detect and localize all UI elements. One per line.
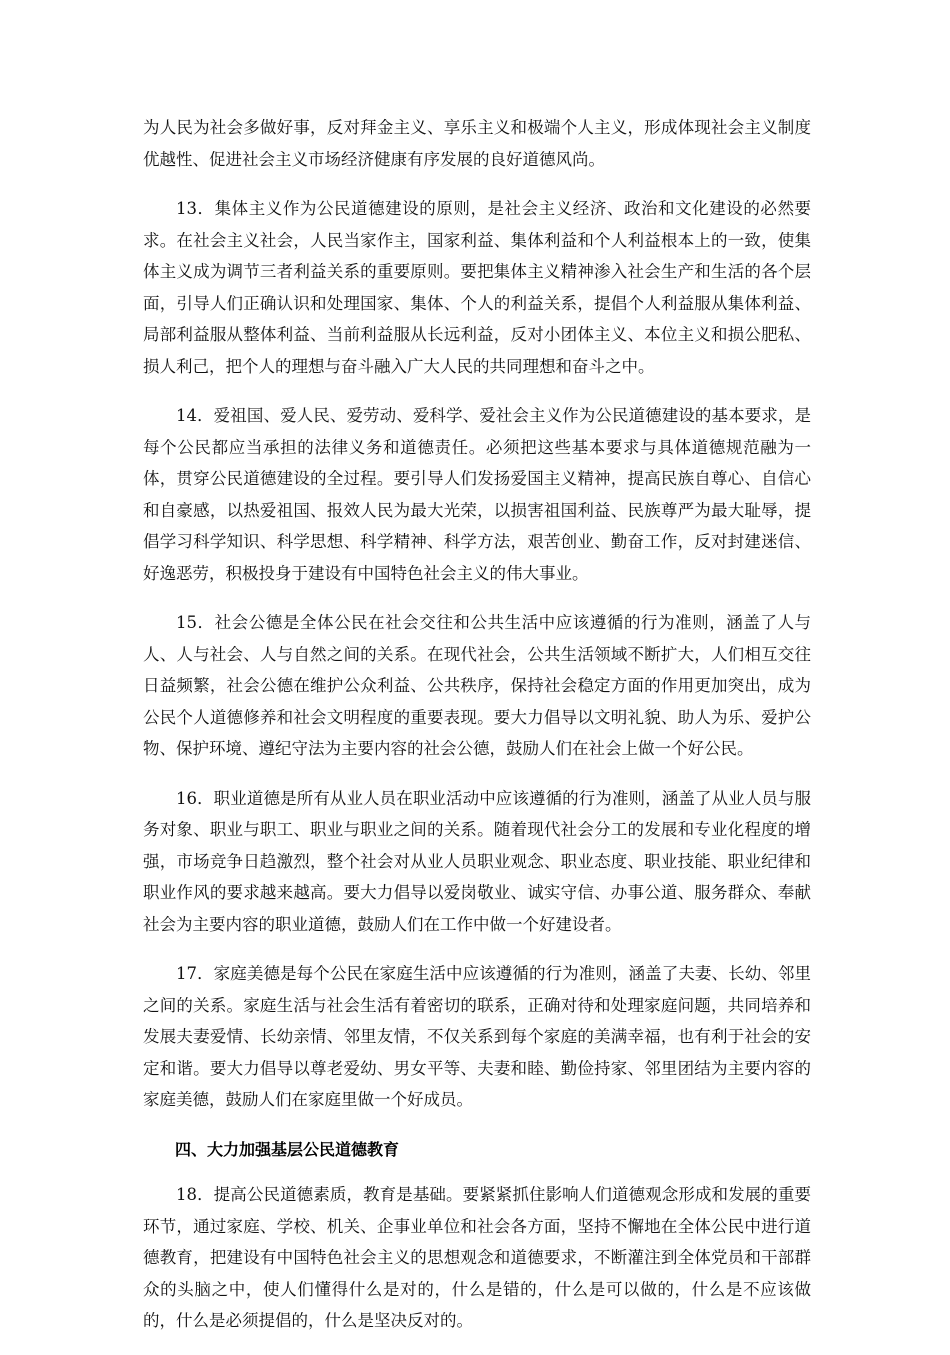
paragraph-17: 17．家庭美德是每个公民在家庭生活中应该遵循的行为准则，涵盖了夫妻、长幼、邻里之间的关系。家庭生活与社会生活有着密切的联系，正确对待和处理家庭问题，共同培养和发展夫妻爱情、长幼亲情、邻里友情，不仅关系到每个家庭的美满幸福，也有利于社会的安定和谐。要大力倡导以尊老爱幼、男女平等、夫妻和睦、勤俭持家、邻里团结为主要内容的家庭美德，鼓励人们在家庭里做一个好成员。 xyxy=(143,964,811,1109)
paragraph-13: 13．集体主义作为公民道德建设的原则，是社会主义经济、政治和文化建设的必然要求。在社会主义社会，人民当家作主，国家利益、集体利益和个人利益根本上的一致，使集体主义成为调节三者利益关系的重要原则。要把集体主义精神渗入社会生产和生活的各个层面，引导人们正确认识和处理国家、集体、个人的利益关系，提倡个人利益服从集体利益、局部利益服从整体利益、当前利益服从长远利益，反对小团体主义、本位主义和损公肥私、损人利己，把个人的理想与奋斗融入广大人民的共同理想和奋斗之中。 xyxy=(143,199,811,376)
paragraph-14: 14．爱祖国、爱人民、爱劳动、爱科学、爱社会主义作为公民道德建设的基本要求，是每个公民都应当承担的法律义务和道德责任。必须把这些基本要求与具体道德规范融为一体，贯穿公民道德建设的全过程。要引导人们发扬爱国主义精神，提高民族自尊心、自信心和自豪感，以热爱祖国、报效人民为最大光荣，以损害祖国利益、民族尊严为最大耻辱，提倡学习科学知识、科学思想、科学精神、科学方法，艰苦创业、勤奋工作，反对封建迷信、好逸恶劳，积极投身于建设有中国特色社会主义的伟大事业。 xyxy=(143,406,811,583)
paragraph-18: 18．提高公民道德素质，教育是基础。要紧紧抓住影响人们道德观念形成和发展的重要环节，通过家庭、学校、机关、企事业单位和社会各方面，坚持不懈地在全体公民中进行道德教育，把建设有中国特色社会主义的思想观念和道德要求，不断灌注到全体党员和干部群众的头脑之中，使人们懂得什么是对的，什么是错的，什么是可以做的，什么是不应该做的，什么是必须提倡的，什么是坚决反对的。 xyxy=(143,1185,811,1330)
paragraph-continuation: 为人民为社会多做好事，反对拜金主义、享乐主义和极端个人主义，形成体现社会主义制度优越性、促进社会主义市场经济健康有序发展的良好道德风尚。 xyxy=(143,118,811,169)
document-body xyxy=(143,112,811,1355)
paragraph-16: 16．职业道德是所有从业人员在职业活动中应该遵循的行为准则，涵盖了从业人员与服务对象、职业与职工、职业与职业之间的关系。随着现代社会分工的发展和专业化程度的增强，市场竞争日趋激烈，整个社会对从业人员职业观念、职业态度、职业技能、职业纪律和职业作风的要求越来越高。要大力倡导以爱岗敬业、诚实守信、办事公道、服务群众、奉献社会为主要内容的职业道德，鼓励人们在工作中做一个好建设者。 xyxy=(143,788,811,934)
paragraph-15: 15．社会公德是全体公民在社会交往和公共生活中应该遵循的行为准则，涵盖了人与人、人与社会、人与自然之间的关系。在现代社会，公共生活领域不断扩大，人们相互交往日益频繁，社会公德在维护公众利益、公共秩序，保持社会稳定方面的作用更加突出，成为公民个人道德修养和社会文明程度的重要表现。要大力倡导以文明礼貌、助人为乐、爱护公物、保护环境、遵纪守法为主要内容的社会公德，鼓励人们在社会上做一个好公民。 xyxy=(143,613,811,758)
section-heading: 四、大力加强基层公民道德教育 xyxy=(175,1139,400,1159)
